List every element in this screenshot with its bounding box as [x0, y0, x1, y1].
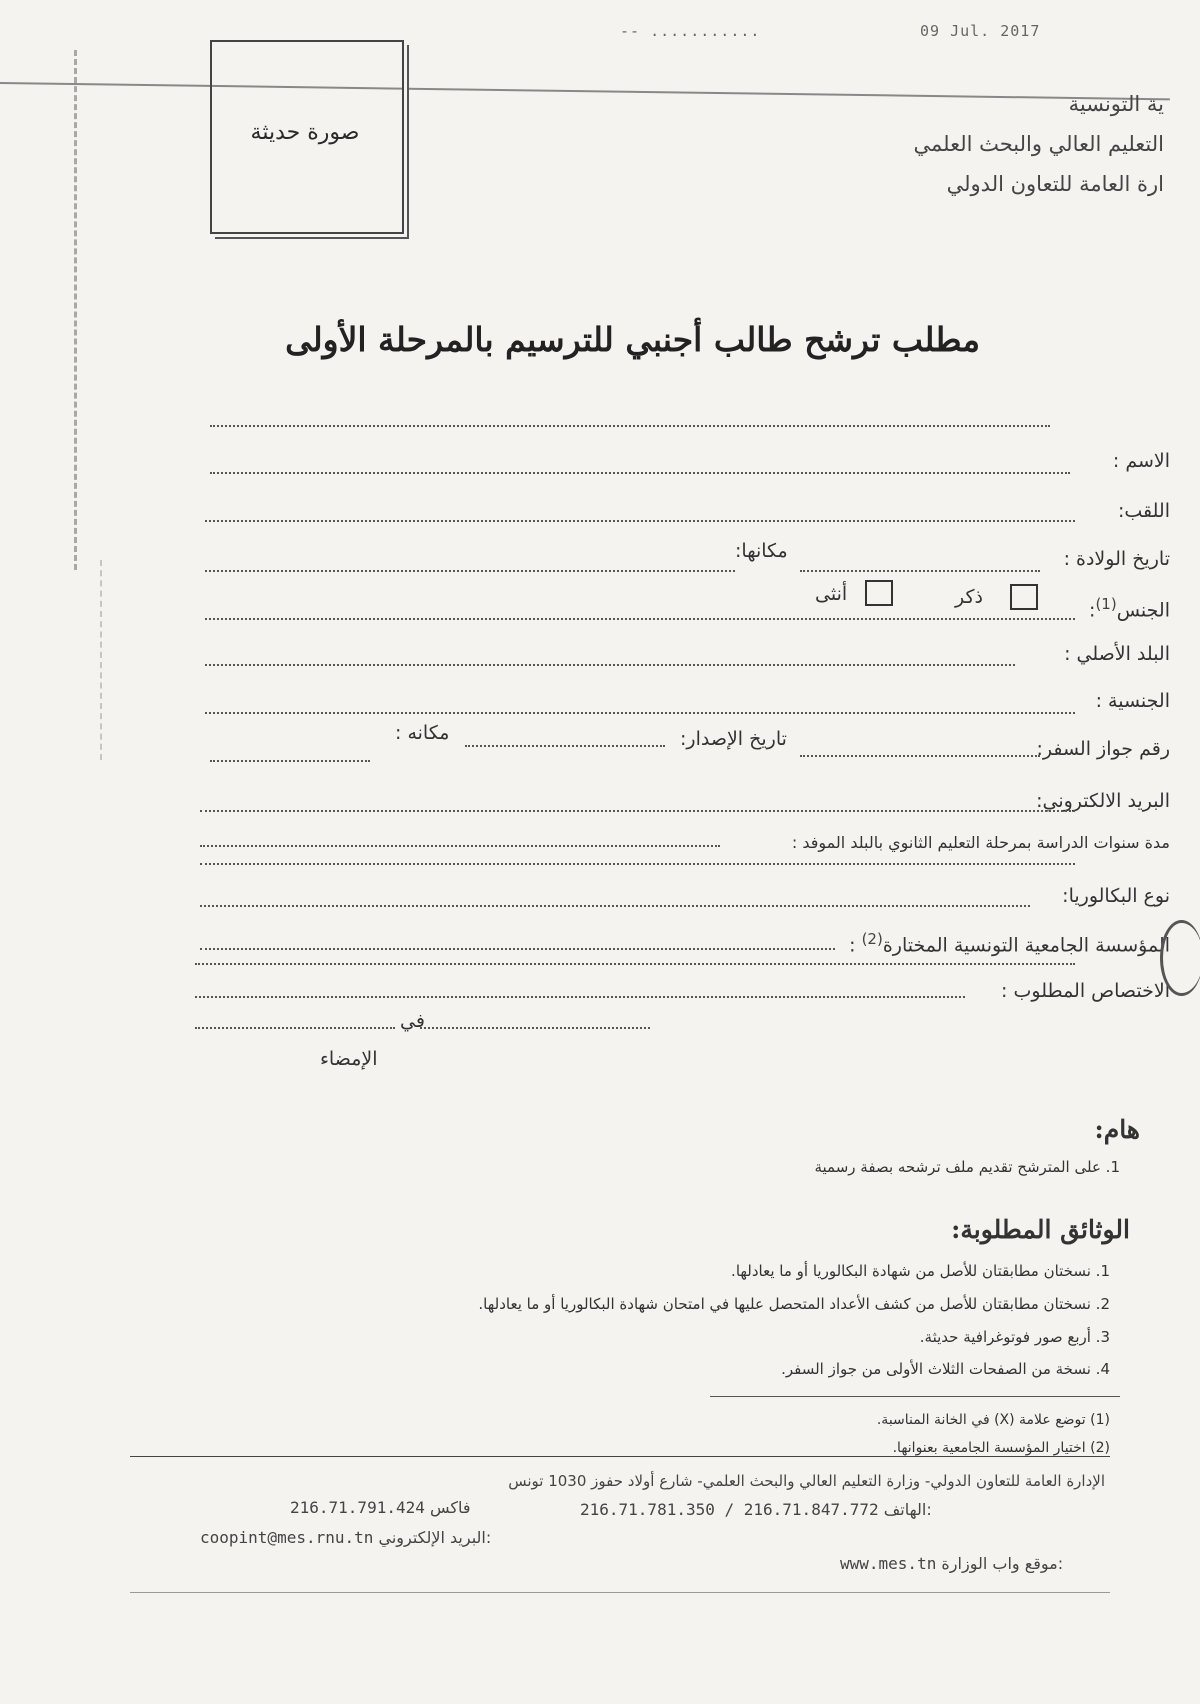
scan-edge-strip-lower [100, 560, 106, 760]
ministry-line-3: ارة العامة للتعاون الدولي [946, 172, 1164, 196]
institution-label-text: المؤسسة الجامعية التونسية المختارة [882, 934, 1170, 957]
document-item-4: 4. نسخة من الصفحات الثلاث الأولى من جواز السفر. [781, 1360, 1110, 1378]
passport-label: رقم جواز السفر: [1036, 738, 1170, 760]
surname-label: اللقب: [1117, 500, 1170, 522]
web-address[interactable]: www.mes.tn [840, 1554, 937, 1573]
date-input[interactable] [195, 1027, 395, 1029]
fax-number: 216.71.791.424 [290, 1498, 425, 1517]
document-item-2: 2. نسختان مطابقتان للأصل من كشف الأعداد المتحصل عليها في امتحان شهادة البكالوريا أو ما يعادلها. [478, 1295, 1110, 1313]
form-title: مطلب ترشح طالب أجنبي للترسيم بالمرحلة الأولى [285, 320, 980, 359]
ministry-line-2: التعليم العالي والبحث العلمي [913, 132, 1164, 156]
in-label: في [400, 1010, 425, 1032]
top-rule [0, 82, 1170, 100]
notes-rule [710, 1396, 1120, 1397]
footer-address: الإدارة العامة للتعاون الدولي- وزارة التعليم العالي والبحث العلمي- شارع أولاد حفوز 1030 تونس [508, 1472, 1105, 1490]
birth-place-label: مكانها: [735, 540, 788, 562]
surname-input[interactable] [205, 520, 1075, 522]
origin-country-label: البلد الأصلي : [1064, 643, 1170, 665]
important-heading: هام: [1094, 1115, 1140, 1144]
birth-date-input[interactable] [800, 570, 1040, 572]
signature-label: الإمضاء [320, 1048, 378, 1070]
email-label: البريد الالكتروني: [1036, 790, 1170, 812]
documents-heading: الوثائق المطلوبة: [951, 1215, 1130, 1244]
nationality-label: الجنسية : [1095, 690, 1170, 712]
footer-fax [290, 1498, 471, 1517]
issue-place-label: مكانه : [395, 722, 450, 744]
fax-label: فاكس [429, 1498, 471, 1517]
birth-place-input[interactable] [205, 570, 735, 572]
dotted-line [210, 425, 1050, 427]
fax-date: 09 Jul. 2017 [920, 22, 1041, 40]
web-label: موقع واب الوزارة: [941, 1554, 1064, 1573]
institution-label: المؤسسة الجامعية التونسية المختارة$^{(2)}$ : [849, 930, 1170, 957]
nationality-input[interactable] [205, 712, 1075, 714]
secondary-years-label: مدة سنوات الدراسة بمرحلة التعليم الثانوي بالبلد الموفد : [791, 833, 1170, 852]
scan-edge-strip [74, 50, 117, 570]
stamp-seal [1160, 920, 1200, 996]
footer-phone [580, 1500, 932, 1519]
issue-place-input[interactable] [210, 760, 370, 762]
institution-note: (2) [861, 930, 883, 948]
institution-input[interactable] [200, 948, 835, 950]
email-address[interactable]: coopint@mes.rnu.tn [200, 1528, 374, 1547]
important-item: 1. على المترشح تقديم ملف ترشحه بصفة رسمية [814, 1158, 1120, 1176]
origin-country-input[interactable] [205, 664, 1015, 666]
male-checkbox[interactable] [1010, 584, 1038, 610]
place-input[interactable] [420, 1027, 650, 1029]
issue-date-input[interactable] [465, 745, 665, 747]
bac-type-input[interactable] [200, 905, 1030, 907]
footer-web [840, 1554, 1063, 1573]
fax-header: -- ........... [620, 22, 761, 40]
birth-date-label: تاريخ الولادة : [1063, 548, 1170, 570]
gender-label-text: الجنس [1116, 599, 1170, 622]
dotted-line [195, 963, 1075, 965]
male-label: ذكر [955, 586, 983, 608]
female-checkbox[interactable] [865, 580, 893, 606]
email-footer-label: البريد الإلكتروني: [378, 1528, 492, 1547]
email-input[interactable] [200, 810, 1075, 812]
dotted-line [200, 863, 1075, 865]
bottom-rule [130, 1592, 1110, 1593]
document-item-3: 3. أربع صور فوتوغرافية حديثة. [919, 1328, 1110, 1346]
footer-rule [130, 1456, 1110, 1457]
note-2: (2) اختيار المؤسسة الجامعية بعنوانها. [892, 1440, 1110, 1456]
footer-email [200, 1528, 491, 1547]
passport-input[interactable] [800, 755, 1040, 757]
specialty-input[interactable] [195, 996, 965, 998]
gender-label: الجنس$^{(1)}$: [1089, 595, 1170, 622]
phone-number: 216.71.781.350 / 216.71.847.772 [580, 1500, 879, 1519]
document-item-1: 1. نسختان مطابقتان للأصل من شهادة البكالوريا أو ما يعادلها. [731, 1262, 1110, 1280]
photo-label: صورة حديثة [250, 120, 360, 145]
female-label: أنثى [815, 583, 848, 605]
name-label: الاسم : [1112, 450, 1170, 472]
gender-note: (1) [1095, 595, 1117, 613]
secondary-years-input[interactable] [200, 845, 720, 847]
bac-type-label: نوع البكالوريا: [1062, 885, 1170, 907]
ministry-line-1: ية التونسية [1068, 92, 1164, 116]
dotted-line [205, 618, 1075, 620]
note-1: (1) توضع علامة (X) في الخانة المناسبة. [876, 1412, 1110, 1428]
issue-date-label: تاريخ الإصدار: [680, 728, 787, 750]
name-input[interactable] [210, 472, 1070, 474]
phone-label: الهاتف: [883, 1500, 932, 1519]
specialty-label: الاختصاص المطلوب : [1001, 980, 1170, 1002]
